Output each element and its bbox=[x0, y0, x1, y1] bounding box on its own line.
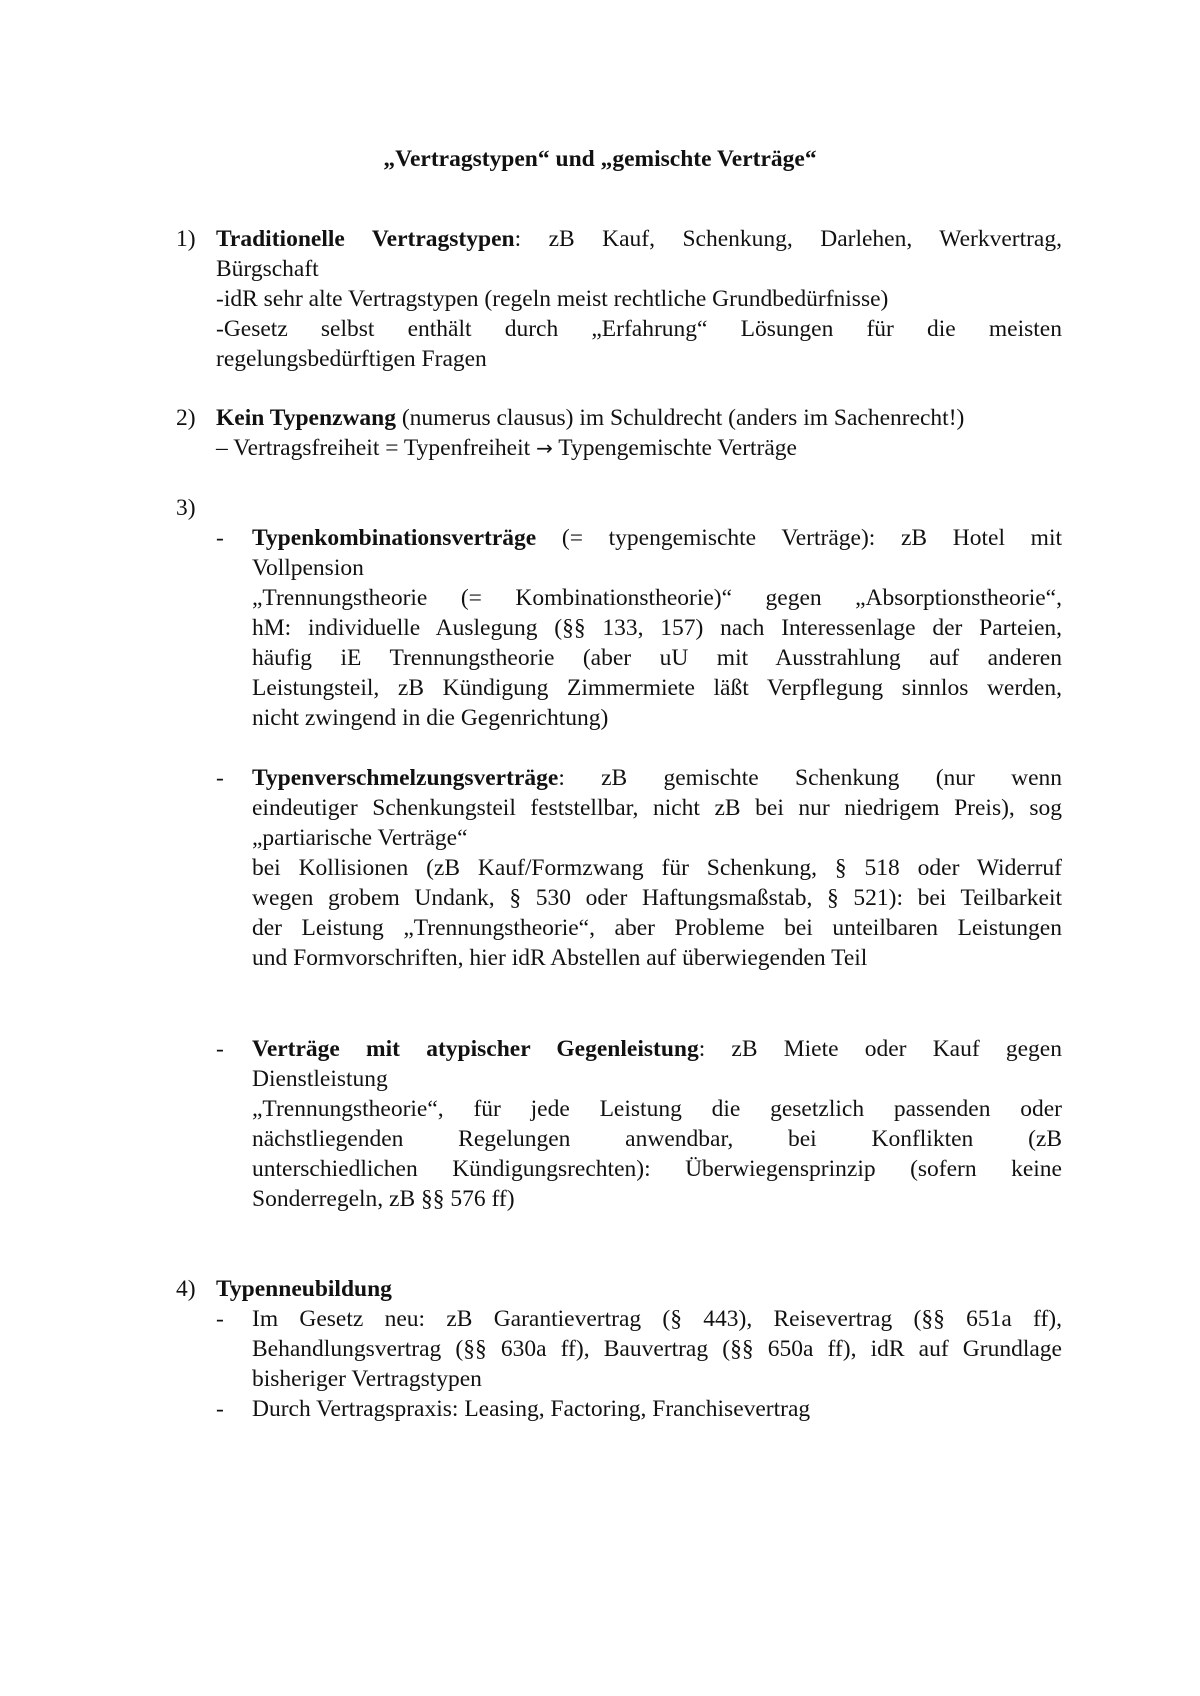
section-3a-line-7: nicht zwingend in die Gegenrichtung) bbox=[252, 705, 609, 731]
section-3b-line-6: der Leistung „Trennungstheorie“, aber Probleme bei unteilbaren Leistungen bbox=[252, 915, 1062, 941]
section-4-item-1-line-1: Im Gesetz neu: zB Garantievertrag (§ 443), Reisevertrag (§§ 651a ff), bbox=[252, 1306, 1062, 1332]
section-3a-line-4: hM: individuelle Auslegung (§§ 133, 157) nach Interessenlage der Parteien, bbox=[252, 615, 1062, 641]
section-2-line-2-text-a: – Vertragsfreiheit = Typenfreiheit bbox=[216, 435, 537, 461]
section-3b-line-5: wegen grobem Undank, § 530 oder Haftungsmaßstab, § 521): bei Teilbarkeit bbox=[252, 885, 1062, 911]
document-title: „Vertragstypen“ und „gemischte Verträge“ bbox=[383, 146, 817, 172]
bullet-dash: - bbox=[216, 525, 224, 551]
section-1-line-2: Bürgschaft bbox=[216, 256, 319, 282]
section-3b-line-1 bbox=[252, 763, 1062, 793]
section-3b-line-7: und Formvorschriften, hier idR Abstellen auf überwiegenden Teil bbox=[252, 945, 868, 971]
section-1-line-3: -idR sehr alte Vertragstypen (regeln meist rechtliche Grundbedürfnisse) bbox=[216, 286, 889, 312]
section-3c-line-2: Dienstleistung bbox=[252, 1066, 388, 1092]
section-3b-heading: Typenverschmelzungsverträge bbox=[252, 765, 559, 791]
section-3a-line-5: häufig iE Trennungstheorie (aber uU mit Ausstrahlung auf anderen bbox=[252, 645, 1062, 671]
bullet-dash: - bbox=[216, 1396, 224, 1422]
section-3b-line-2: eindeutiger Schenkungsteil feststellbar, nicht zB bei nur niedrigem Preis), sog bbox=[252, 795, 1062, 821]
section-1-line-1 bbox=[216, 224, 1062, 254]
section-3c-line-3: „Trennungstheorie“, für jede Leistung die gesetzlich passenden oder bbox=[252, 1096, 1062, 1122]
section-1-line-1-text: : zB Kauf, Schenkung, Darlehen, Werkvertrag, bbox=[514, 226, 1062, 252]
section-3c-heading: Verträge mit atypischer Gegenleistung bbox=[252, 1036, 699, 1062]
arrow-right-icon: → bbox=[536, 436, 553, 460]
section-3a-line-1-text: (= typengemischte Verträge): zB Hotel mit bbox=[536, 525, 1062, 551]
section-3a-line-1 bbox=[252, 523, 1062, 553]
section-1-line-4: -Gesetz selbst enthält durch „Erfahrung“ Lösungen für die meisten bbox=[216, 316, 1062, 342]
section-3a-line-3: „Trennungstheorie (= Kombinationstheorie)“ gegen „Absorptionstheorie“, bbox=[252, 585, 1062, 611]
section-2-number: 2) bbox=[176, 405, 196, 431]
section-2-line-1 bbox=[216, 403, 964, 433]
section-1-heading: Traditionelle Vertragstypen bbox=[216, 226, 515, 252]
bullet-dash: - bbox=[216, 765, 224, 791]
section-3c-line-1-text: : zB Miete oder Kauf gegen bbox=[698, 1036, 1062, 1062]
section-4-item-1-line-2: Behandlungsvertrag (§§ 630a ff), Bauvertrag (§§ 650a ff), idR auf Grundlage bbox=[252, 1336, 1062, 1362]
section-3b-line-3: „partiarische Verträge“ bbox=[252, 825, 468, 851]
section-3b-line-4: bei Kollisionen (zB Kauf/Formzwang für Schenkung, § 518 oder Widerruf bbox=[252, 855, 1062, 881]
section-2-line-2 bbox=[216, 433, 797, 463]
bullet-dash: - bbox=[216, 1036, 224, 1062]
section-3c-line-5: unterschiedlichen Kündigungsrechten): Überwiegensprinzip (sofern keine bbox=[252, 1156, 1062, 1182]
section-3c-line-4: nächstliegenden Regelungen anwendbar, bei Konflikten (zB bbox=[252, 1126, 1062, 1152]
section-3c-line-1 bbox=[252, 1034, 1062, 1064]
section-1-line-5: regelungsbedürftigen Fragen bbox=[216, 346, 487, 372]
section-1-number: 1) bbox=[176, 226, 196, 252]
section-3b-line-1-text: : zB gemischte Schenkung (nur wenn bbox=[558, 765, 1062, 791]
section-3-number: 3) bbox=[176, 495, 196, 521]
section-4-item-2: Durch Vertragspraxis: Leasing, Factoring, Franchisevertrag bbox=[252, 1396, 811, 1422]
section-2-line-1-text: (numerus clausus) im Schuldrecht (anders im Sachenrecht!) bbox=[395, 405, 965, 431]
section-3c-line-6: Sonderregeln, zB §§ 576 ff) bbox=[252, 1186, 515, 1212]
section-4-heading: Typenneubildung bbox=[216, 1276, 392, 1302]
section-3a-line-2: Vollpension bbox=[252, 555, 364, 581]
section-4-number: 4) bbox=[176, 1276, 196, 1302]
section-3a-heading: Typenkombinationsverträge bbox=[252, 525, 537, 551]
bullet-dash: - bbox=[216, 1306, 224, 1332]
section-2-heading: Kein Typenzwang bbox=[216, 405, 396, 431]
section-4-item-1-line-3: bisheriger Vertragstypen bbox=[252, 1366, 482, 1392]
section-2-line-2-text-b: Typengemischte Verträge bbox=[552, 435, 797, 461]
section-3a-line-6: Leistungsteil, zB Kündigung Zimmermiete läßt Verpflegung sinnlos werden, bbox=[252, 675, 1062, 701]
